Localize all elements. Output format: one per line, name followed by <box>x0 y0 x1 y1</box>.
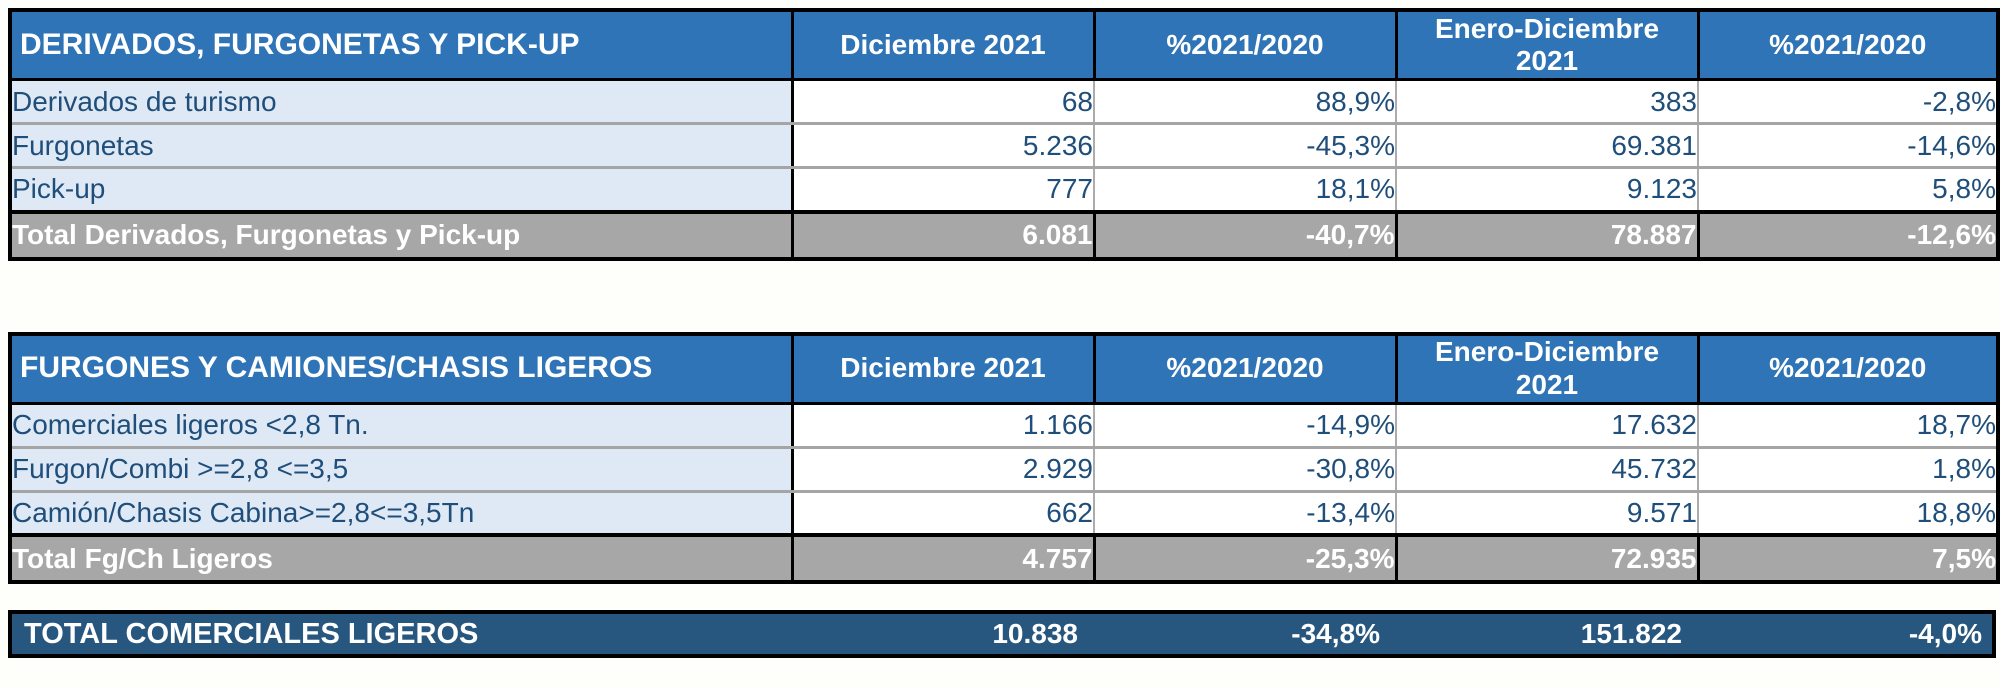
derivados-table-title: DERIVADOS, FURGONETAS Y PICK-UP <box>10 10 792 80</box>
table-row-comerciales-ligeros <box>10 403 1998 447</box>
furgones-table <box>8 332 2000 585</box>
table-row-pickup <box>10 168 1998 212</box>
value-cell: 18,1% <box>1094 168 1396 212</box>
column-header-pct-mensual: %2021/2020 <box>1094 10 1396 80</box>
row-label: Camión/Chasis Cabina>=2,8<=3,5Tn <box>10 491 792 535</box>
value-cell: 69.381 <box>1396 124 1698 168</box>
column-header-pct-anual: %2021/2020 <box>1698 334 1998 404</box>
grand-total-bar <box>8 610 1996 658</box>
table-row-furgonetas <box>10 124 1998 168</box>
derivados-total-row <box>10 212 1998 259</box>
table-row-furgon-combi <box>10 447 1998 491</box>
table-row-camion-chasis <box>10 491 1998 535</box>
column-header-pct-mensual: %2021/2020 <box>1094 334 1396 404</box>
total-label: Total Derivados, Furgonetas y Pick-up <box>10 212 792 259</box>
value-cell: 1,8% <box>1698 447 1998 491</box>
derivados-header-row <box>10 10 1998 80</box>
table-row-derivados-turismo <box>10 80 1998 124</box>
value-cell: 2.929 <box>792 447 1094 491</box>
column-header-enero-diciembre: Enero-Diciembre 2021 <box>1396 334 1698 404</box>
furgones-header-row <box>10 334 1998 404</box>
value-cell: 5.236 <box>792 124 1094 168</box>
row-label: Derivados de turismo <box>10 80 792 124</box>
grand-total-value: -4,0% <box>1908 618 1982 649</box>
total-label: Total Fg/Ch Ligeros <box>10 535 792 582</box>
column-header-diciembre: Diciembre 2021 <box>792 334 1094 404</box>
value-cell: -2,8% <box>1698 80 1998 124</box>
derivados-table <box>8 8 2000 261</box>
total-value-cell: 7,5% <box>1698 535 1998 582</box>
value-cell: 68 <box>792 80 1094 124</box>
grand-total-value: -34,8% <box>1291 618 1380 649</box>
value-cell: 777 <box>792 168 1094 212</box>
value-cell: 45.732 <box>1396 447 1698 491</box>
total-value-cell: 72.935 <box>1396 535 1698 582</box>
total-value-cell: -25,3% <box>1094 535 1396 582</box>
value-cell: 17.632 <box>1396 403 1698 447</box>
total-value-cell: 4.757 <box>792 535 1094 582</box>
value-cell: 9.123 <box>1396 168 1698 212</box>
value-cell: 18,8% <box>1698 491 1998 535</box>
value-cell: -45,3% <box>1094 124 1396 168</box>
column-header-pct-anual: %2021/2020 <box>1698 10 1998 80</box>
grand-total-label: TOTAL COMERCIALES LIGEROS <box>24 617 479 650</box>
row-label: Comerciales ligeros <2,8 Tn. <box>10 403 792 447</box>
row-label: Furgonetas <box>10 124 792 168</box>
value-cell: 1.166 <box>792 403 1094 447</box>
furgones-total-row <box>10 535 1998 582</box>
column-header-enero-diciembre: Enero-Diciembre 2021 <box>1396 10 1698 80</box>
value-cell: -14,9% <box>1094 403 1396 447</box>
total-value-cell: -40,7% <box>1094 212 1396 259</box>
grand-total-value: 10.838 <box>992 618 1078 649</box>
value-cell: 5,8% <box>1698 168 1998 212</box>
value-cell: 662 <box>792 491 1094 535</box>
total-value-cell: 6.081 <box>792 212 1094 259</box>
value-cell: 383 <box>1396 80 1698 124</box>
grand-total-value: 151.822 <box>1580 618 1682 649</box>
row-label: Pick-up <box>10 168 792 212</box>
value-cell: -14,6% <box>1698 124 1998 168</box>
value-cell: -30,8% <box>1094 447 1396 491</box>
value-cell: -13,4% <box>1094 491 1396 535</box>
furgones-table-title: FURGONES Y CAMIONES/CHASIS LIGEROS <box>10 334 792 404</box>
total-value-cell: -12,6% <box>1698 212 1998 259</box>
value-cell: 88,9% <box>1094 80 1396 124</box>
row-label: Furgon/Combi >=2,8 <=3,5 <box>10 447 792 491</box>
value-cell: 9.571 <box>1396 491 1698 535</box>
value-cell: 18,7% <box>1698 403 1998 447</box>
column-header-diciembre: Diciembre 2021 <box>792 10 1094 80</box>
total-value-cell: 78.887 <box>1396 212 1698 259</box>
